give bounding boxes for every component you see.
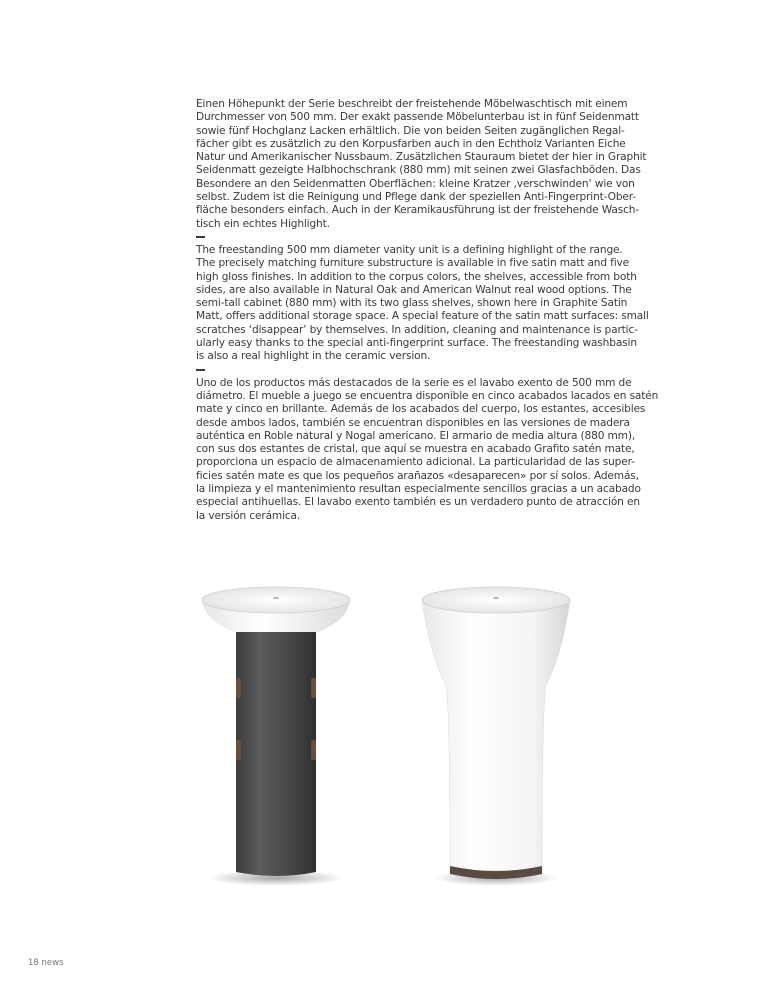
ceramic-washbasin	[422, 587, 570, 886]
paragraph-spanish	[196, 376, 659, 523]
text-line: Natur und Amerikanischer Nussbaum. Zusätzlichen Stauraum bietet der hier in Graphit	[196, 151, 647, 164]
text-line: Uno de los productos más destacados de la serie es el lavabo exento de 500 mm de	[196, 376, 632, 389]
text-line: la versión cerámica.	[196, 509, 301, 522]
text-line: la limpieza y el mantenimiento resultan especialmente sencillos gracias a un acabado	[196, 483, 641, 496]
text-line: sides, are also available in Natural Oak and American Walnut real wood options. The	[196, 283, 632, 296]
text-line: semi-tall cabinet (880 mm) with its two glass shelves, shown here in Graphite Satin	[196, 297, 628, 310]
text-line: ularly easy thanks to the special anti-fingerprint surface. The freestanding washbasin	[196, 337, 637, 350]
text-line: diámetro. El mueble a juego se encuentra disponible en cinco acabados lacados en satén	[196, 389, 659, 402]
text-line: Einen Höhepunkt der Serie beschreibt der freistehende Möbelwaschtisch mit einem	[196, 98, 628, 110]
page-number-label: 18 news	[28, 958, 64, 968]
text-line: proporciona un espacio de almacenamiento adicional. La particularidad de las super-	[196, 456, 635, 469]
text-line: especial antihuellas. El lavabo exento también es un verdadero punto de atracción en	[196, 496, 640, 509]
text-line: sowie fünf Hochglanz Lacken erhältlich. Die von beiden Seiten zugänglichen Regal-	[196, 124, 625, 137]
text-line: con sus dos estantes de cristal, que aquí se muestra en acabado Grafito satén mate,	[196, 443, 635, 456]
text-line: The freestanding 500 mm diameter vanity unit is a defining highlight of the range.	[196, 243, 623, 256]
text-line: fächer gibt es zusätzlich zu den Korpusfarben auch in den Echtholz Varianten Eiche	[196, 137, 626, 150]
text-line: Matt, offers additional storage space. A special feature of the satin matt surfaces: small	[196, 310, 649, 323]
text-line: Seidenmatt gezeigte Halbhochschrank (880 mm) mit seinen zwei Glasfachböden. Das	[196, 164, 641, 177]
language-separator	[196, 369, 205, 371]
text-line: selbst. Zudem ist die Reinigung und Pflege dank der speziellen Anti-Fingerprint-Ober-	[196, 191, 636, 204]
paragraph-english	[196, 243, 649, 364]
product-photos	[180, 560, 600, 890]
text-line: ficies satén mate es que los pequeños arañazos «desaparecen» por sí solos. Además,	[196, 469, 639, 482]
text-line: The precisely matching furniture substructure is available in five satin matt and five	[196, 257, 630, 270]
text-line: tisch ein echtes Highlight.	[196, 217, 330, 230]
language-separator	[196, 236, 205, 238]
text-line: desde ambos lados, también se encuentran disponibles en las versiones de madera	[196, 416, 630, 429]
text-line: high gloss finishes. In addition to the corpus colors, the shelves, accessible from both	[196, 270, 637, 283]
text-line: auténtica en Roble natural y Nogal americano. El armario de media altura (880 mm),	[196, 429, 636, 442]
text-line: fläche besonders einfach. Auch in der Keramikausführung ist der freistehende Wasch-	[196, 204, 640, 217]
text-line: is also a real highlight in the ceramic version.	[196, 350, 431, 363]
text-line: mate y cinco en brillante. Además de los acabados del cuerpo, los estantes, accesibles	[196, 403, 646, 416]
washbasin-illustration	[180, 560, 600, 890]
graphite-washbasin	[202, 587, 350, 886]
text-line: Durchmesser von 500 mm. Der exakt passende Möbelunterbau ist in fünf Seidenmatt	[196, 111, 639, 124]
page-footer	[28, 958, 64, 968]
text-line: scratches ‘disappear’ by themselves. In addition, cleaning and maintenance is partic-	[196, 323, 638, 336]
article-body	[196, 98, 659, 523]
paragraph-german	[196, 98, 647, 231]
text-line: Besondere an den Seidenmatten Oberflächen: kleine Kratzer ‚verschwinden‘ wie von	[196, 177, 635, 190]
